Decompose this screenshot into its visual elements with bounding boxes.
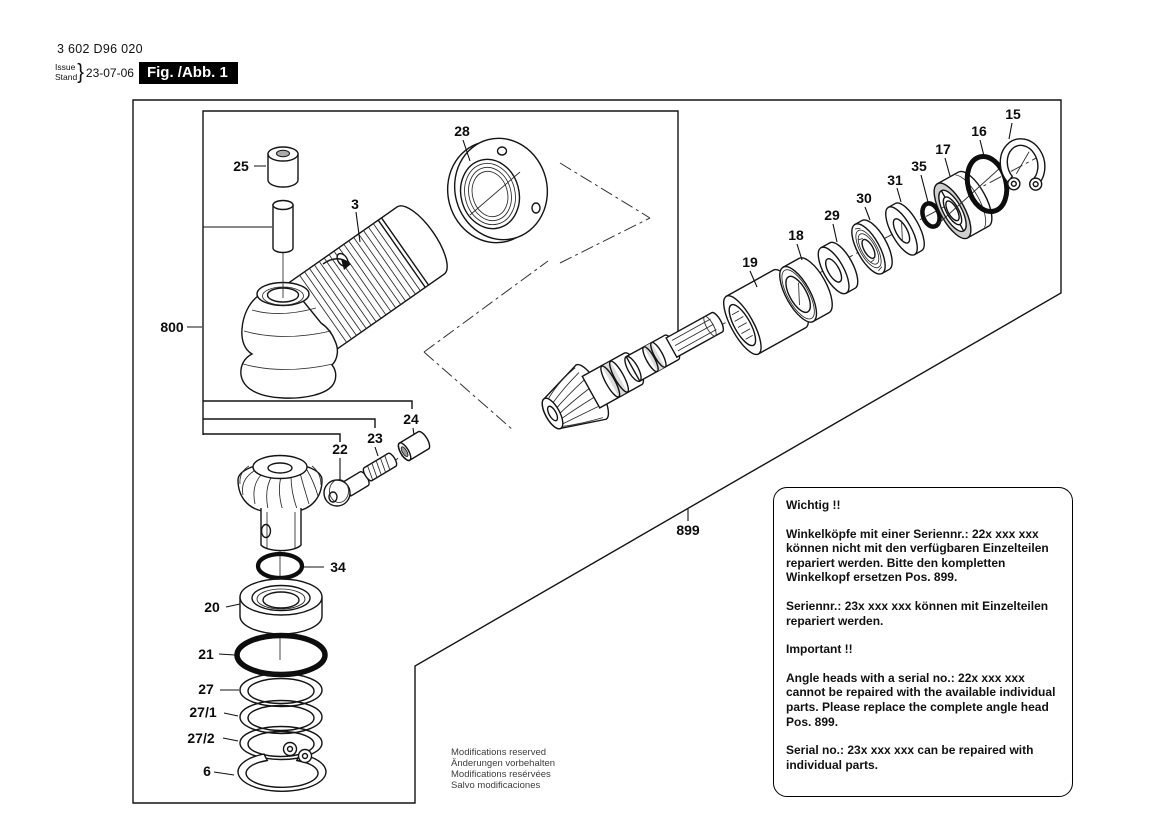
part-label-31: 31	[887, 172, 903, 188]
part-label-22: 22	[332, 441, 348, 457]
part-27-1-wave-spring	[240, 701, 322, 734]
issue-label: Issue	[55, 62, 76, 72]
part-6-circlip	[238, 750, 326, 792]
issue-date: 23-07-06	[85, 65, 134, 80]
footnote-line-en: Modifications reserved	[451, 747, 547, 758]
part-27-wave-spring	[240, 674, 322, 707]
part-label-24: 24	[403, 411, 419, 427]
part-number: 3 602 D96 020	[57, 42, 143, 56]
part-label-34: 34	[330, 559, 346, 575]
part-label-30: 30	[856, 190, 872, 206]
spindle-shaft	[531, 293, 735, 444]
part-label-21: 21	[198, 646, 214, 662]
bevel-gear	[238, 456, 322, 551]
part-label-25: 25	[233, 158, 249, 174]
footnote-line-es: Salvo modificaciones	[451, 780, 541, 791]
part-label-29: 29	[824, 207, 840, 223]
notice-body-en-1: Angle heads with a serial no.: 22x xxx xxx cannot be repaired with the available individual parts. Please replace the complete angle head Pos. 899.	[786, 670, 1056, 729]
part-label-15: 15	[1005, 106, 1021, 122]
sub-brackets	[203, 401, 412, 442]
footnote-line-fr: Modifications resérvées	[451, 769, 551, 780]
part-22-screw	[324, 470, 371, 506]
part-label-6: 6	[203, 763, 211, 779]
part-label-27: 27	[198, 681, 214, 697]
notice-body-de-2: Seriennr.: 23x xxx xxx können mit Einzelteilen repariert werden.	[786, 598, 1049, 628]
part-label-18: 18	[788, 227, 804, 243]
part-label-800: 800	[160, 319, 184, 335]
part-label-16: 16	[971, 123, 987, 139]
notice-body-de-1: Winkelköpfe mit einer Seriennr.: 22x xxx xxx können nicht mit den verfügbaren Einzelteilen repariert werden. Bitte den kompletten Winkelkopf ersetzen Pos. 899.	[786, 526, 1049, 585]
part-25-roller	[268, 147, 298, 187]
part-label-28: 28	[454, 123, 470, 139]
part-label-899: 899	[676, 522, 700, 538]
modifications-footnote	[451, 747, 555, 791]
part-label-17: 17	[935, 141, 951, 157]
part-label-23: 23	[367, 430, 383, 446]
part-28-ring-nut	[436, 128, 558, 253]
notice-title-en: Important !!	[786, 642, 853, 657]
part-label-20: 20	[204, 599, 220, 615]
part-21-o-ring	[237, 636, 325, 675]
part-label-19: 19	[742, 254, 758, 270]
part-label-3: 3	[351, 196, 359, 212]
footnote-line-de: Änderungen vorbehalten	[451, 758, 556, 769]
part-23-threaded-stud	[362, 452, 399, 482]
part-15-circlip	[995, 134, 1052, 198]
notice-title-de: Wichtig !!	[786, 498, 841, 512]
notice-box	[773, 487, 1073, 797]
part-label-27-2: 27/2	[187, 730, 215, 746]
part-20-bearing	[240, 579, 322, 634]
part-label-35: 35	[911, 158, 927, 174]
brace-glyph: }	[77, 60, 84, 84]
figure-badge: Fig. /Abb. 1	[139, 62, 238, 84]
part-17-bearing	[927, 166, 999, 243]
stand-label: Stand	[55, 71, 78, 82]
part-label-27-1: 27/1	[189, 704, 217, 720]
notice-body-en-2: Serial no.: 23x xxx xxx can be repaired with individual parts.	[786, 743, 1034, 772]
